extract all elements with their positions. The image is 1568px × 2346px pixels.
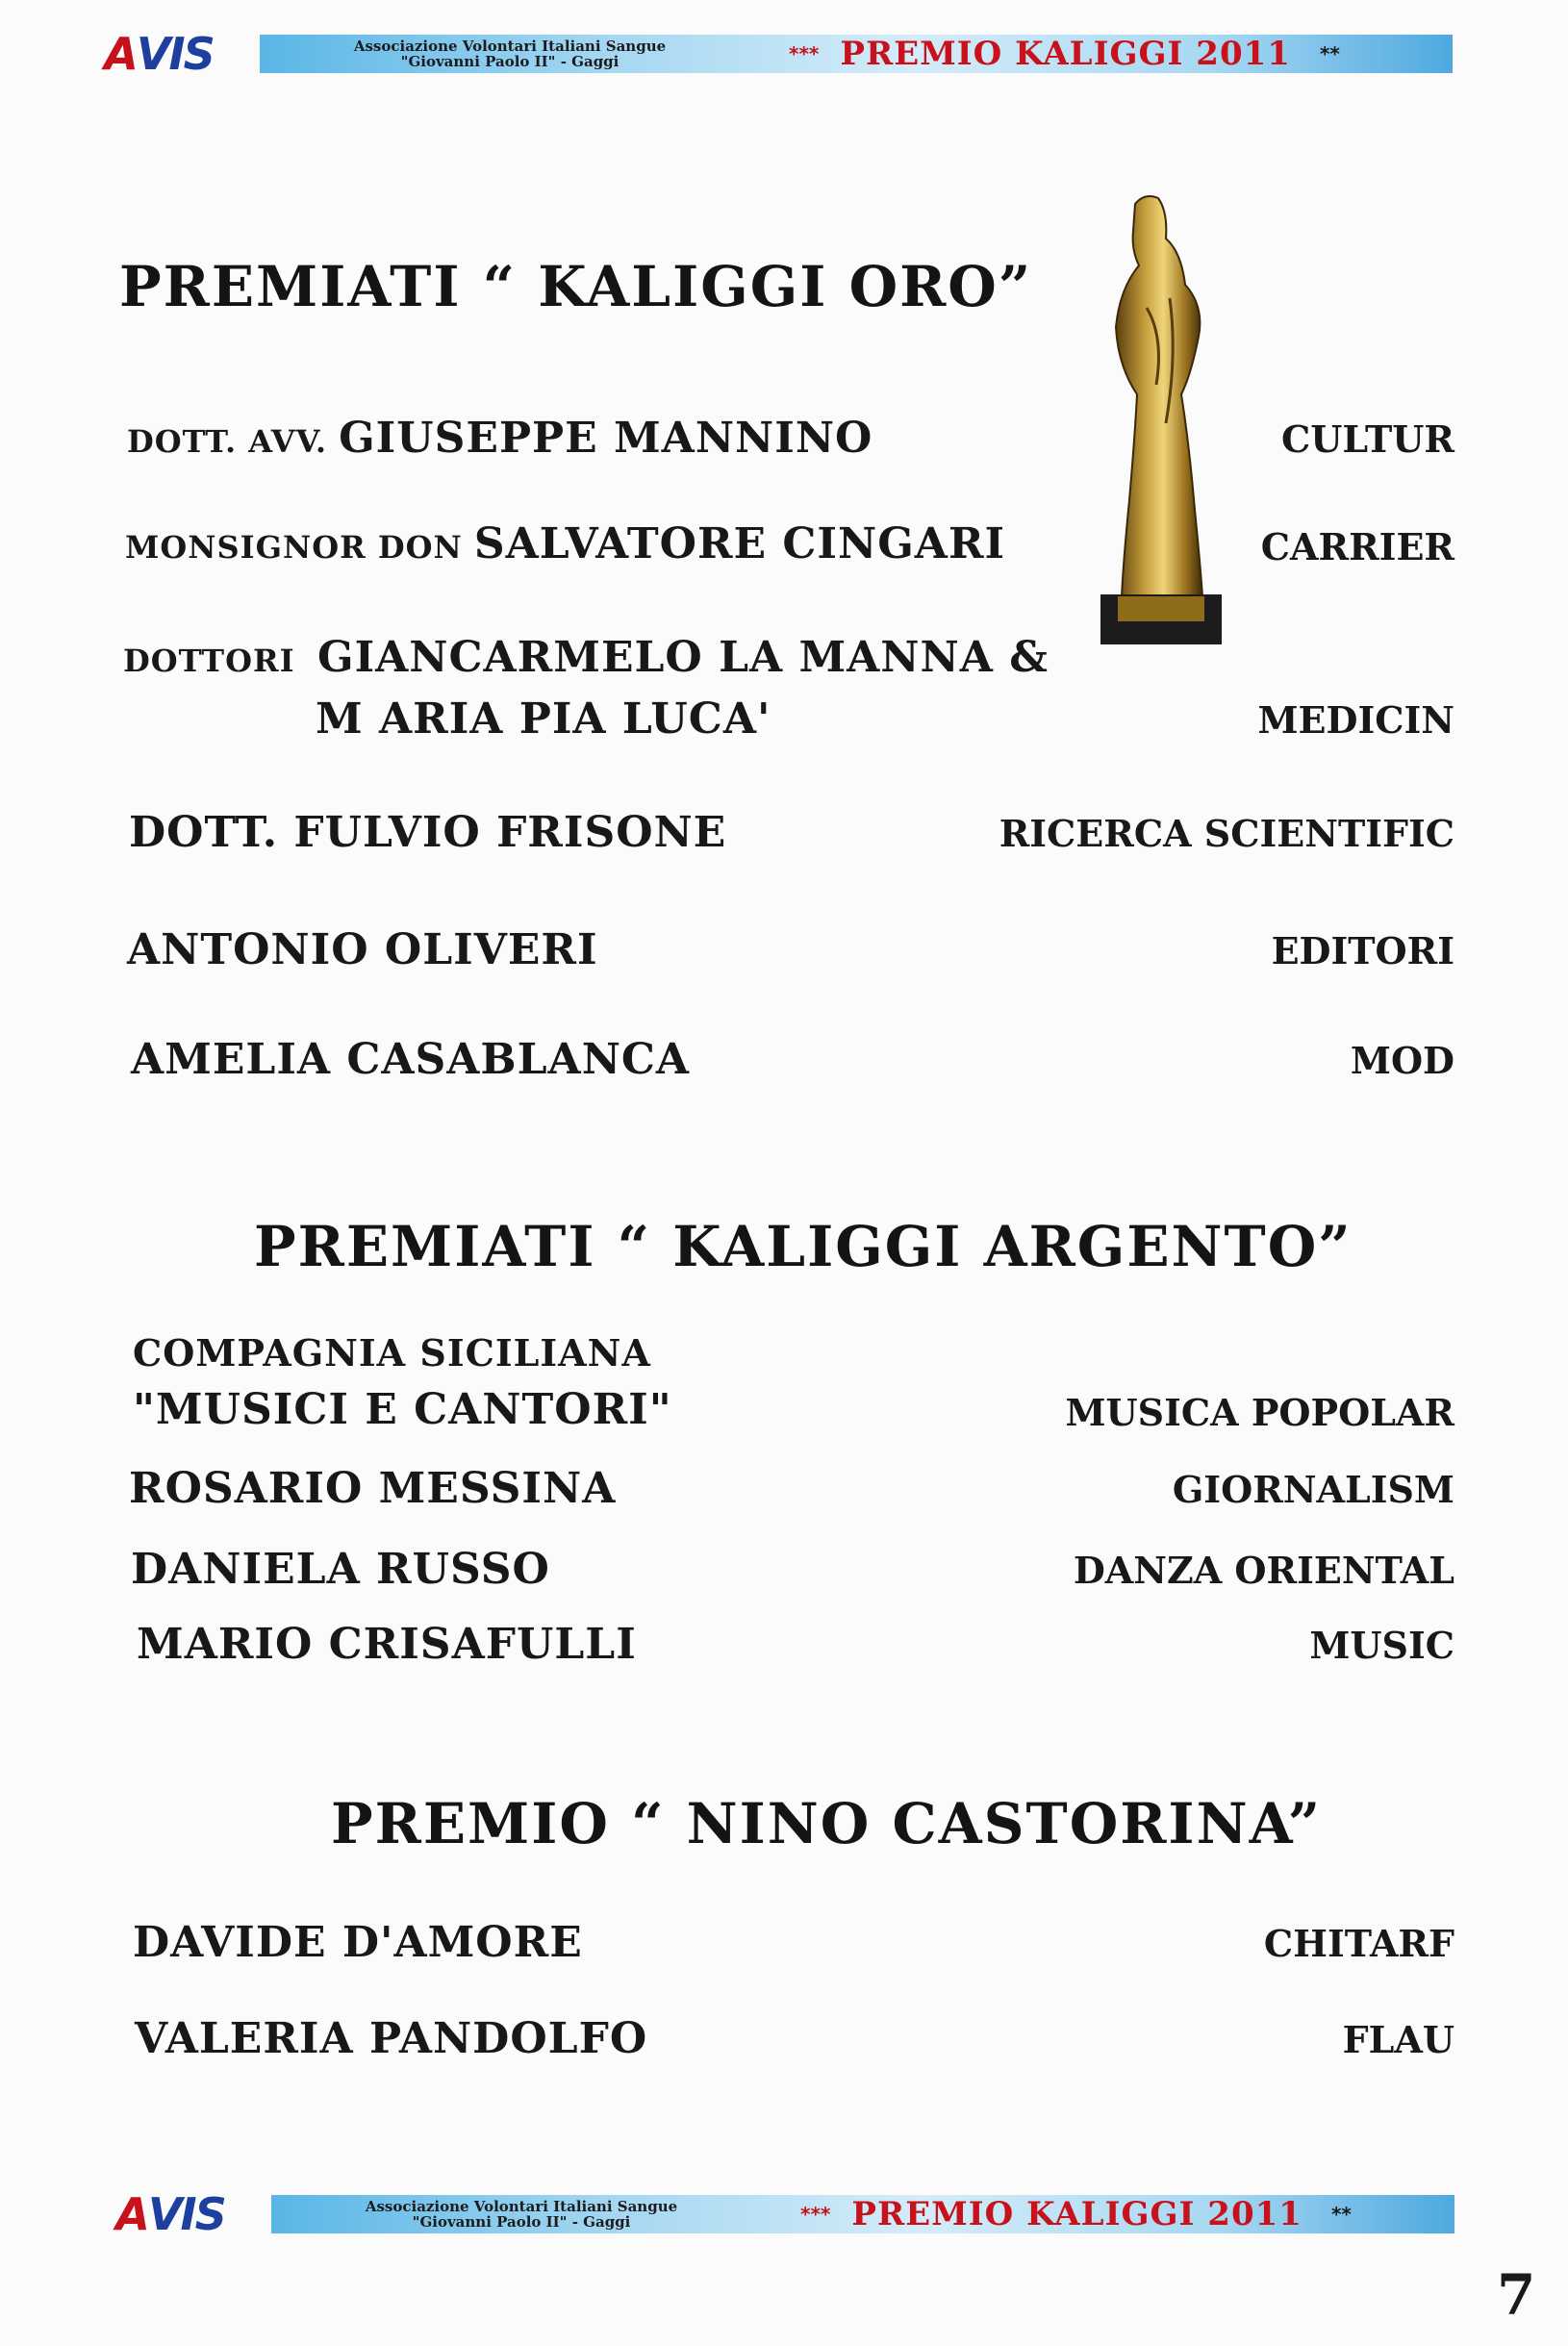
section-heading-castorina: PREMIO “ NINO CASTORINA” — [331, 1791, 1323, 1856]
banner-title: PREMIO KALIGGI 2011 — [851, 2195, 1302, 2233]
banner-strip — [271, 2195, 1454, 2233]
awardee-name-text: SALVATORE CINGARI — [473, 519, 1006, 568]
association-line-2: "Giovanni Paolo II" - Gaggi — [400, 53, 620, 70]
association-line-1: Associazione Volontari Italiani Sangue — [365, 2198, 678, 2215]
award-category: CARRIER — [1260, 525, 1454, 568]
awardee-name-text: GIUSEPPE MANNINO — [339, 414, 873, 463]
award-category: RICERCA SCIENTIFIC — [999, 812, 1454, 855]
award-category: DANZA ORIENTAL — [1073, 1549, 1454, 1592]
award-category: GIORNALISM — [1172, 1468, 1454, 1511]
awardee-name — [129, 808, 726, 857]
awardee-name: DANIELA RUSSO — [131, 1545, 550, 1594]
header-banner — [58, 33, 1453, 75]
award-category: MUSIC — [1309, 1624, 1454, 1667]
awardee-prefix: DOTTORI — [123, 643, 295, 679]
awardee-name — [127, 414, 873, 463]
trophy-statue-image — [1089, 192, 1233, 652]
page-number: 7 — [1497, 2262, 1536, 2328]
award-category: FLAU — [1342, 2018, 1454, 2061]
awardee-name: DAVIDE D'AMORE — [133, 1918, 583, 1967]
section-heading-argento: PREMIATI “ KALIGGI ARGENTO” — [254, 1214, 1353, 1279]
awardee-name: AMELIA CASABLANCA — [131, 1035, 691, 1084]
footer-banner — [69, 2193, 1454, 2235]
awardee-name: COMPAGNIA SICILIANA — [133, 1331, 651, 1375]
awardee-prefix: DOTT. AVV. — [127, 423, 340, 460]
awardee-name: MARIO CRISAFULLI — [137, 1620, 637, 1669]
award-category: MUSICA POPOLAR — [1065, 1391, 1454, 1434]
award-category: CHITARF — [1263, 1922, 1454, 1965]
awardee-name: VALERIA PANDOLFO — [135, 2014, 648, 2063]
award-category: EDITORI — [1271, 929, 1454, 972]
banner-strip — [260, 35, 1453, 73]
awardee-prefix: MONSIGNOR DON — [125, 529, 474, 566]
awardee-name-text: GIANCARMELO LA MANNA & — [317, 633, 1049, 682]
awardee-name: ANTONIO OLIVERI — [127, 925, 598, 974]
awardee-name: ROSARIO MESSINA — [129, 1464, 617, 1513]
awardee-name-text: FULVIO FRISONE — [293, 808, 727, 857]
award-category: MEDICIN — [1257, 698, 1454, 742]
avis-logo: A VIS — [104, 33, 214, 75]
award-category: CULTUR — [1281, 417, 1454, 461]
awardee-name-line-2: M ARIA PIA LUCA' — [316, 694, 771, 744]
section-heading-oro: PREMIATI “ KALIGGI ORO” — [119, 254, 1033, 319]
banner-stars: *** — [789, 42, 820, 65]
association-line-2: "Giovanni Paolo II" - Gaggi — [412, 2213, 631, 2231]
banner-stars-end: ** — [1330, 2203, 1352, 2226]
association-line-1: Associazione Volontari Italiani Sangue — [353, 38, 667, 55]
awardee-name — [125, 519, 1005, 568]
association-name — [271, 2199, 771, 2230]
banner-stars: *** — [800, 2203, 831, 2226]
banner-title: PREMIO KALIGGI 2011 — [840, 35, 1291, 73]
avis-logo: A VIS — [115, 2193, 225, 2235]
association-name — [260, 38, 760, 69]
awardee-name-line-2: "MUSICI E CANTORI" — [133, 1385, 672, 1434]
awardee-prefix: DOTT. — [129, 808, 294, 857]
awardee-name — [123, 633, 1049, 682]
award-category: MOD — [1350, 1039, 1454, 1082]
banner-stars-end: ** — [1319, 42, 1340, 65]
